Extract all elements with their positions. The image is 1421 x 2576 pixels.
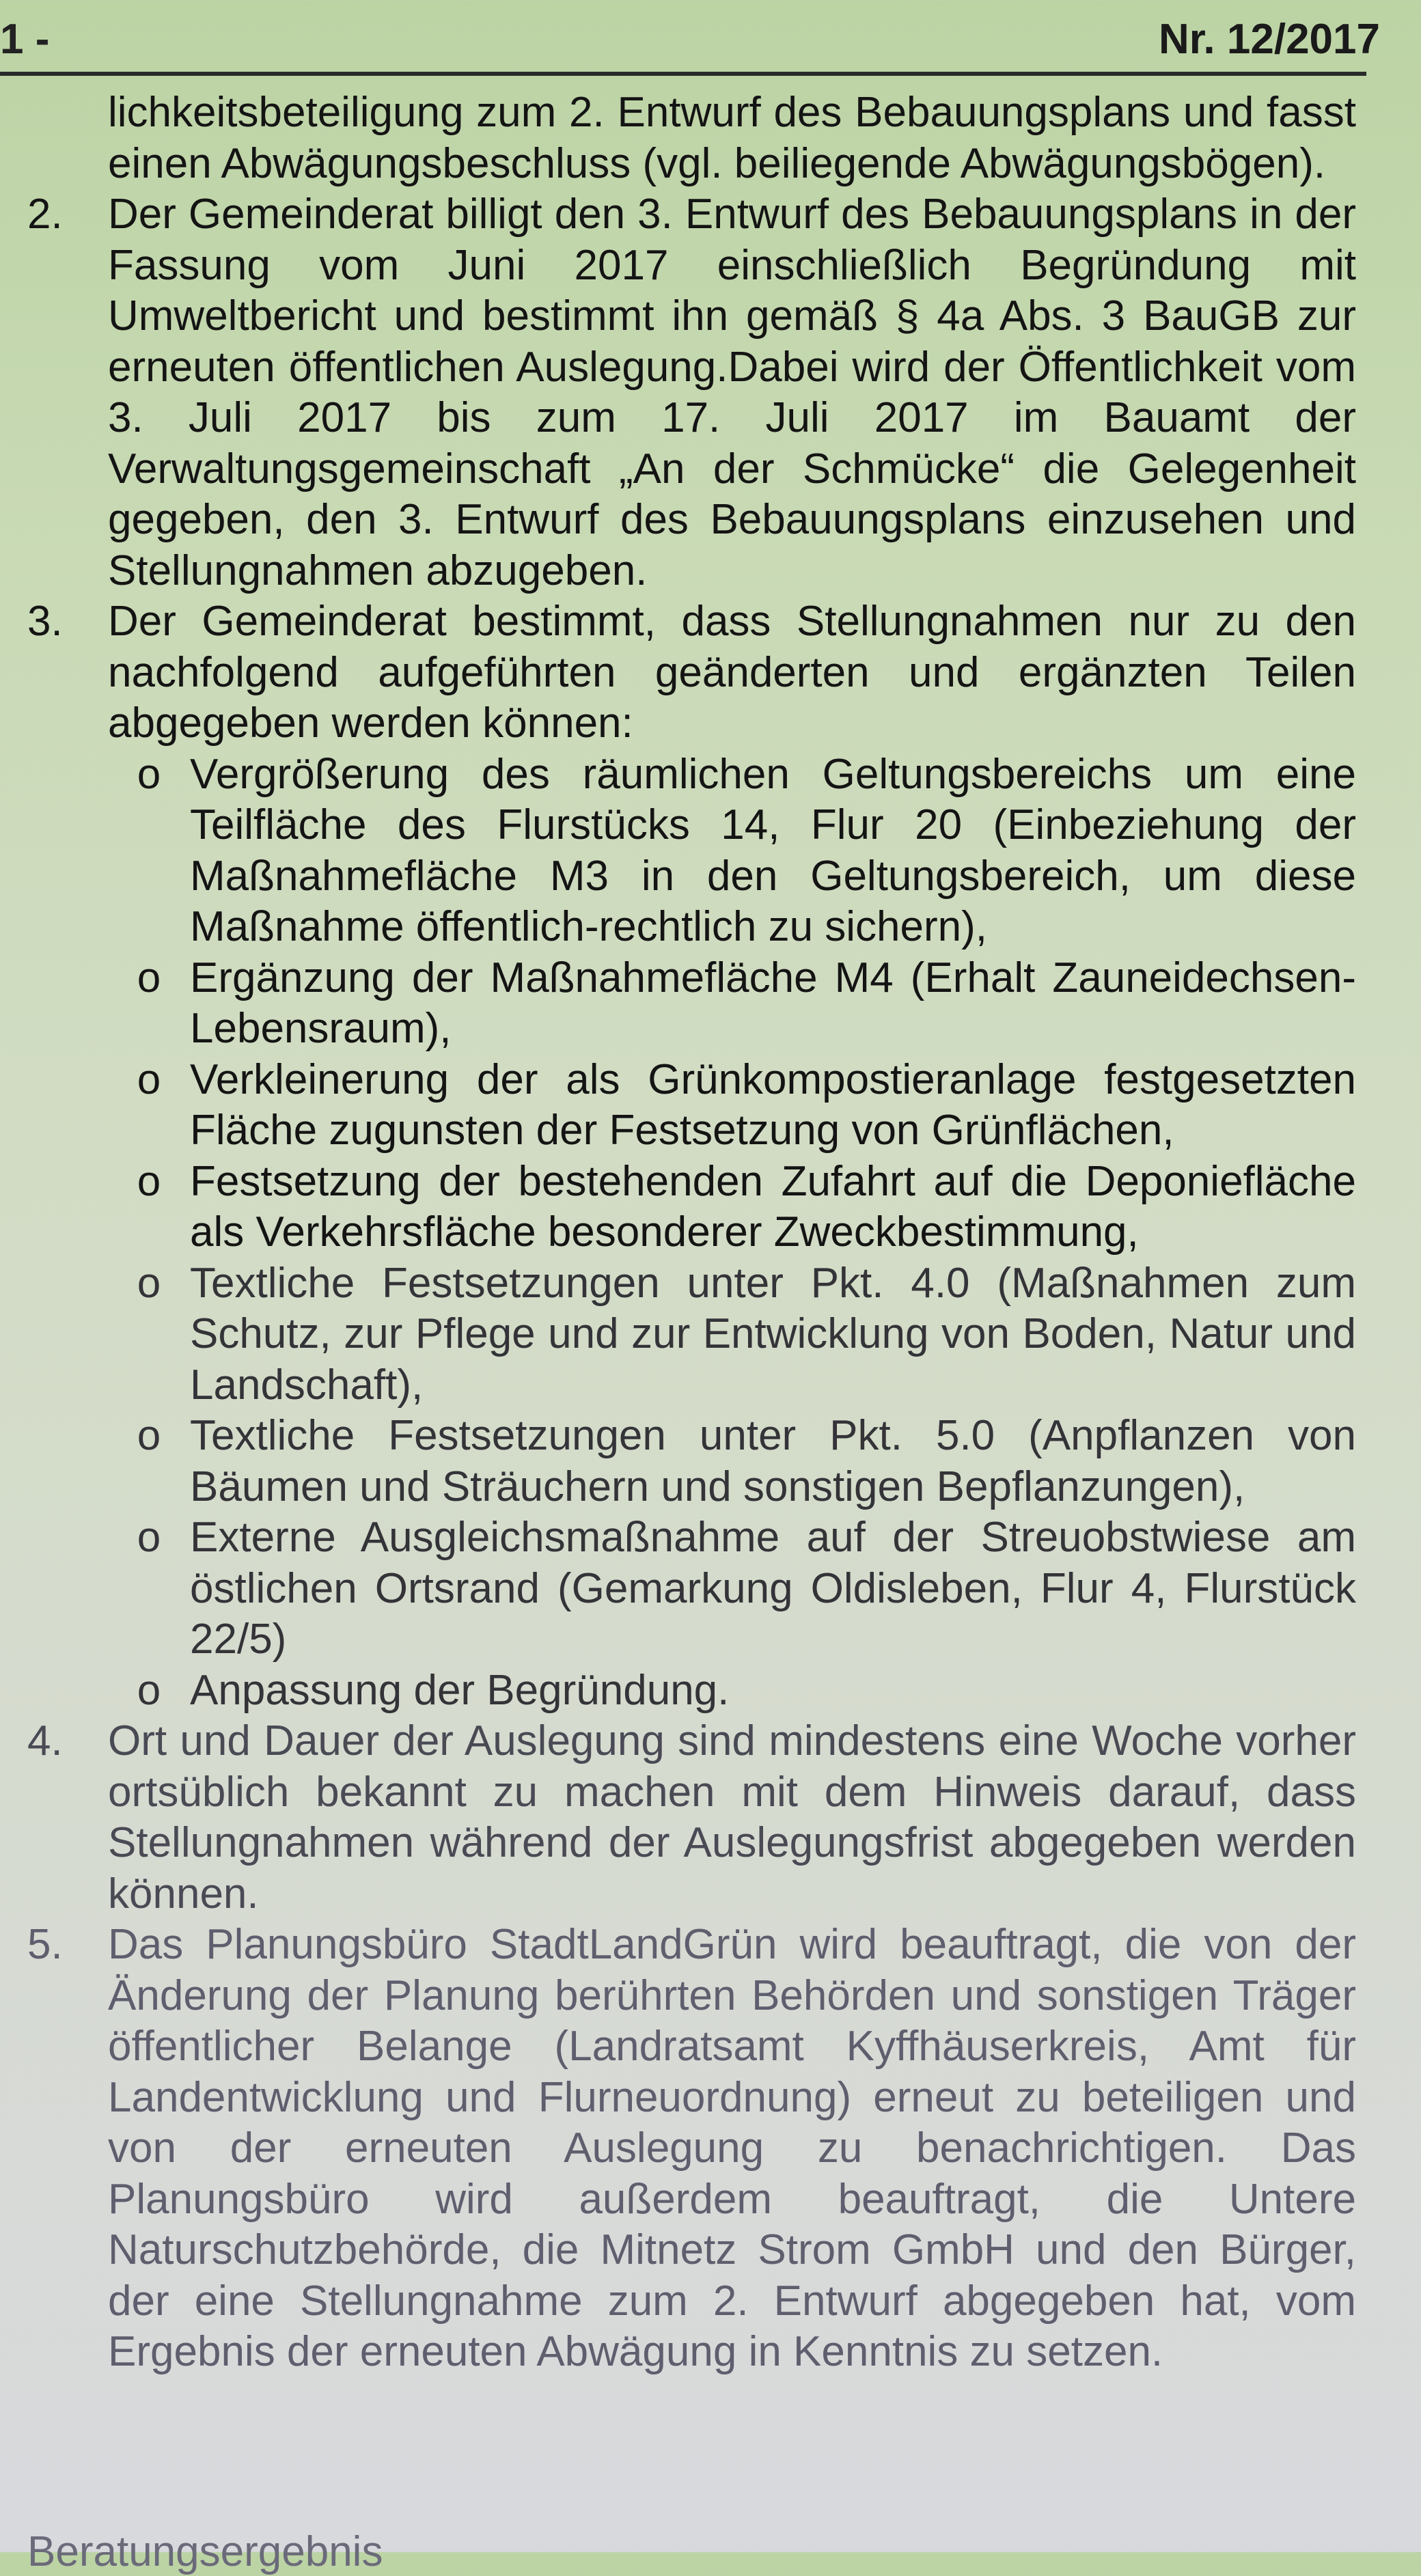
sub-bullet-list (27, 749, 1356, 1717)
sub-bullet-text: Vergrößerung des räumlichen Geltungsbereichs um eine Teilfläche des Flurstücks 14, Flur 20 (Einbeziehung der Maßnahmefläche M3 in den Geltungsbereich, um diese Maßnahme öffentlich-rechtlich zu sichern), (190, 750, 1356, 950)
sub-bullet-text: Festsetzung der bestehenden Zufahrt auf die Deponiefläche als Verkehrsfläche besonderer Zweckbestimmung, (190, 1157, 1356, 1256)
document-body (27, 87, 1356, 2378)
list-item-2 (27, 189, 1356, 596)
bullet-marker: o (137, 1666, 161, 1714)
list-item-5 (27, 1920, 1356, 2378)
sub-bullet-item (108, 749, 1356, 953)
list-item-text: Der Gemeinderat billigt den 3. Entwurf des Bebauungsplans in der Fassung vom Juni 2017 einschließlich Begründung mit Umweltbericht und bestimmt ihn gemäß § 4a Abs. 3 BauGB zur erneuten öffentlichen Auslegung.Dabei wird der Öffentlichkeit vom 3. Juli 2017 bis zum 17. Juli 2017 im Bauamt der Verwaltungsgemeinschaft „An der Schmücke“ die Gelegenheit gegeben, den 3. Entwurf des Bebauungsplans einzusehen und Stellungnahmen abzugeben. (108, 191, 1356, 594)
sub-bullet-text: Textliche Festsetzungen unter Pkt. 4.0 (Maßnahmen zum Schutz, zur Pflege und zur Entwicklung von Boden, Natur und Landschaft), (190, 1259, 1356, 1409)
bullet-marker: o (137, 1412, 161, 1459)
sub-bullet-text: Verkleinerung der als Grünkompostieranlage festgesetzten Fläche zugunsten der Festsetzung von Grünflächen, (190, 1055, 1356, 1154)
section-heading-cut-off: Beratungsergebnis (27, 2528, 383, 2575)
sub-bullet-text: Textliche Festsetzungen unter Pkt. 5.0 (Anpflanzen von Bäumen und Sträuchern und sonstigen Bepflanzungen), (190, 1412, 1356, 1510)
sub-bullet-item (108, 1512, 1356, 1665)
bullet-marker: o (137, 1055, 161, 1103)
sub-bullet-item (108, 953, 1356, 1055)
list-item-number: 2. (27, 191, 63, 238)
continuation-paragraph (108, 87, 1356, 189)
sub-bullet-text: Externe Ausgleichsmaßnahme auf der Streuobstwiese am östlichen Ortsrand (Gemarkung Oldisleben, Flur 4, Flurstück 22/5) (190, 1514, 1356, 1663)
list-item-number: 4. (27, 1717, 63, 1764)
sub-bullet-item (108, 1258, 1356, 1411)
bullet-marker: o (137, 750, 161, 798)
bullet-marker: o (137, 1157, 161, 1205)
list-item-number: 3. (27, 598, 63, 645)
bullet-marker: o (137, 1514, 161, 1561)
bullet-marker: o (137, 1259, 161, 1307)
list-item-4 (27, 1716, 1356, 1920)
continuation-text: lichkeitsbeteiligung zum 2. Entwurf des Bebauungsplans und fasst einen Abwägungsbeschluss (vgl. beiliegende Abwägungsbögen). (108, 89, 1356, 187)
list-item-3 (27, 596, 1356, 749)
bullet-marker: o (137, 954, 161, 1001)
sub-bullet-text: Ergänzung der Maßnahmefläche M4 (Erhalt Zauneidechsen-Lebensraum), (190, 954, 1356, 1052)
sub-bullet-item (108, 1411, 1356, 1512)
list-item-number: 5. (27, 1921, 63, 1968)
list-item-text: Das Planungsbüro StadtLandGrün wird beauftragt, die von der Änderung der Planung berührten Behörden und sonstigen Träger öffentlicher Belange (Landratsamt Kyffhäuserkreis, Amt für Landentwicklung und Flurneuordnung) erneut zu beteiligen und von der erneuten Auslegung zu benachrichtigen. Das Planungsbüro wird außerdem beauftragt, die Untere Naturschutzbehörde, die Mitnetz Strom GmbH und den Bürger, der eine Stellungnahme zum 2. Entwurf abgegeben hat, vom Ergebnis der erneuten Abwägung in Kenntnis zu setzen. (108, 1921, 1356, 2375)
list-item-text: Der Gemeinderat bestimmt, dass Stellungnahmen nur zu den nachfolgend aufgeführten geänderten und ergänzten Teilen abgegeben werden können: (108, 598, 1356, 747)
sub-bullet-item (108, 1157, 1356, 1258)
sub-bullet-text: Anpassung der Begründung. (190, 1666, 730, 1714)
list-item-text: Ort und Dauer der Auslegung sind mindestens eine Woche vorher ortsüblich bekannt zu machen mit dem Hinweis darauf, dass Stellungnahmen während der Auslegungsfrist abgegeben werden können. (108, 1717, 1356, 1917)
header-rule (0, 72, 1366, 76)
header-left-fragment: 1 - (0, 16, 50, 63)
sub-bullet-item (108, 1055, 1356, 1157)
sub-bullet-item (108, 1665, 1356, 1717)
issue-number: Nr. 12/2017 (1158, 16, 1380, 63)
